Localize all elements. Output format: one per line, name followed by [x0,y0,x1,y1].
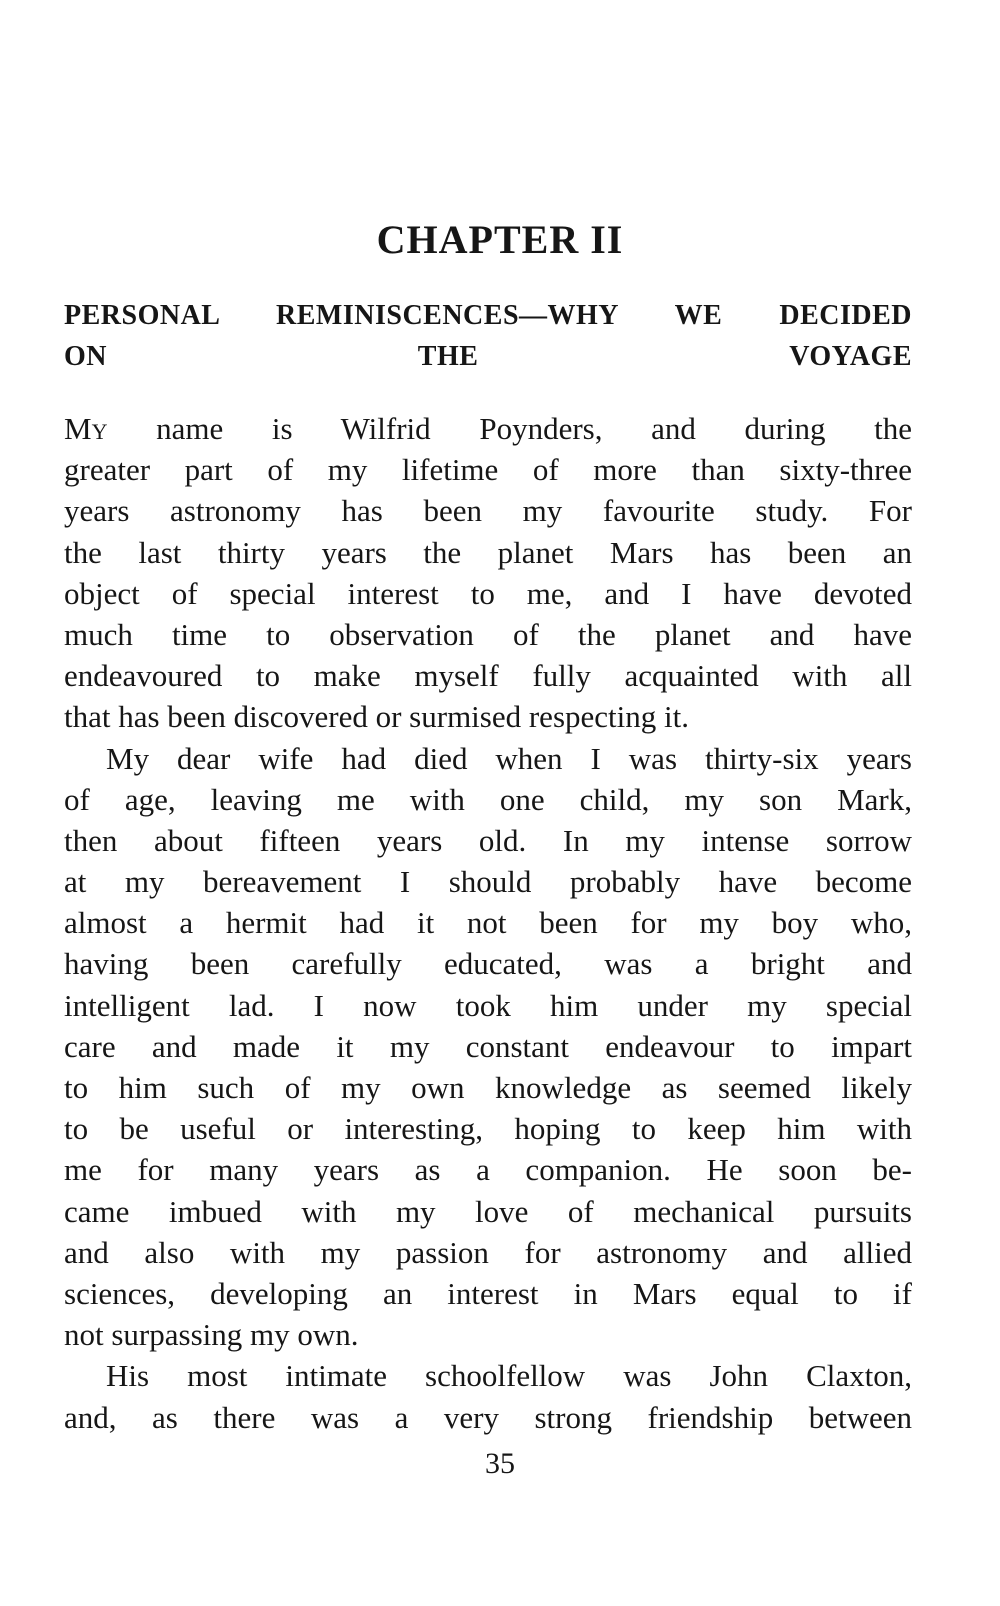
text-line: not surpassing my own. [64,1317,359,1353]
subtitle-line: PERSONAL REMINISCENCES—WHY WE DECIDED [64,300,912,331]
text-line [64,408,912,449]
subtitle-line: ON THE VOYAGE [64,341,912,373]
body-text [64,408,912,1438]
text-line: almost a hermit had it not been for my boy who, [64,905,912,941]
text-line: My dear wife had died when I was thirty-six years [106,740,912,776]
text-line: at my bereavement I should probably have become [64,864,912,900]
text-line: that has been discovered or surmised respecting it. [64,699,689,735]
text-line: years astronomy has been my favourite study. For [64,493,912,529]
page-number: 35 [485,1447,515,1480]
text-line: His most intimate schoolfellow was John Claxton, [106,1358,912,1394]
text-line: sciences, developing an interest in Mars equal to if [64,1275,912,1311]
text-line: intelligent lad. I now took him under my special [64,987,912,1023]
text-line: object of special interest to me, and I have devoted [64,575,912,611]
text-line: greater part of my lifetime of more than sixty-three [64,452,912,488]
text-line: of age, leaving me with one child, my son Mark, [64,781,912,817]
text-line: and also with my passion for astronomy and allied [64,1234,912,1270]
paragraph [64,408,912,738]
paragraph [64,738,912,1356]
text-line-rest: name is Wilfrid Poynders, and during the [156,411,912,446]
opening-word: My [64,411,108,446]
text-line: and, as there was a very strong friendship between [64,1399,912,1435]
text-line: endeavoured to make myself fully acquainted with all [64,658,912,694]
text-line: to be useful or interesting, hoping to keep him with [64,1111,912,1147]
paragraph [64,1355,912,1437]
text-line: to him such of my own knowledge as seemed likely [64,1070,912,1105]
text-line: came imbued with my love of mechanical pursuits [64,1193,912,1229]
text-line: then about fifteen years old. In my intense sorrow [64,822,912,858]
chapter-title: CHAPTER II [376,217,624,262]
chapter-subtitle [64,296,912,378]
text-line: care and made it my constant endeavour to impart [64,1028,912,1064]
text-line: me for many years as a companion. He soon be- [64,1152,912,1188]
text-line: having been carefully educated, was a bright and [64,946,912,982]
text-line: much time to observation of the planet and have [64,616,912,652]
text-line: the last thirty years the planet Mars has been an [64,534,912,570]
